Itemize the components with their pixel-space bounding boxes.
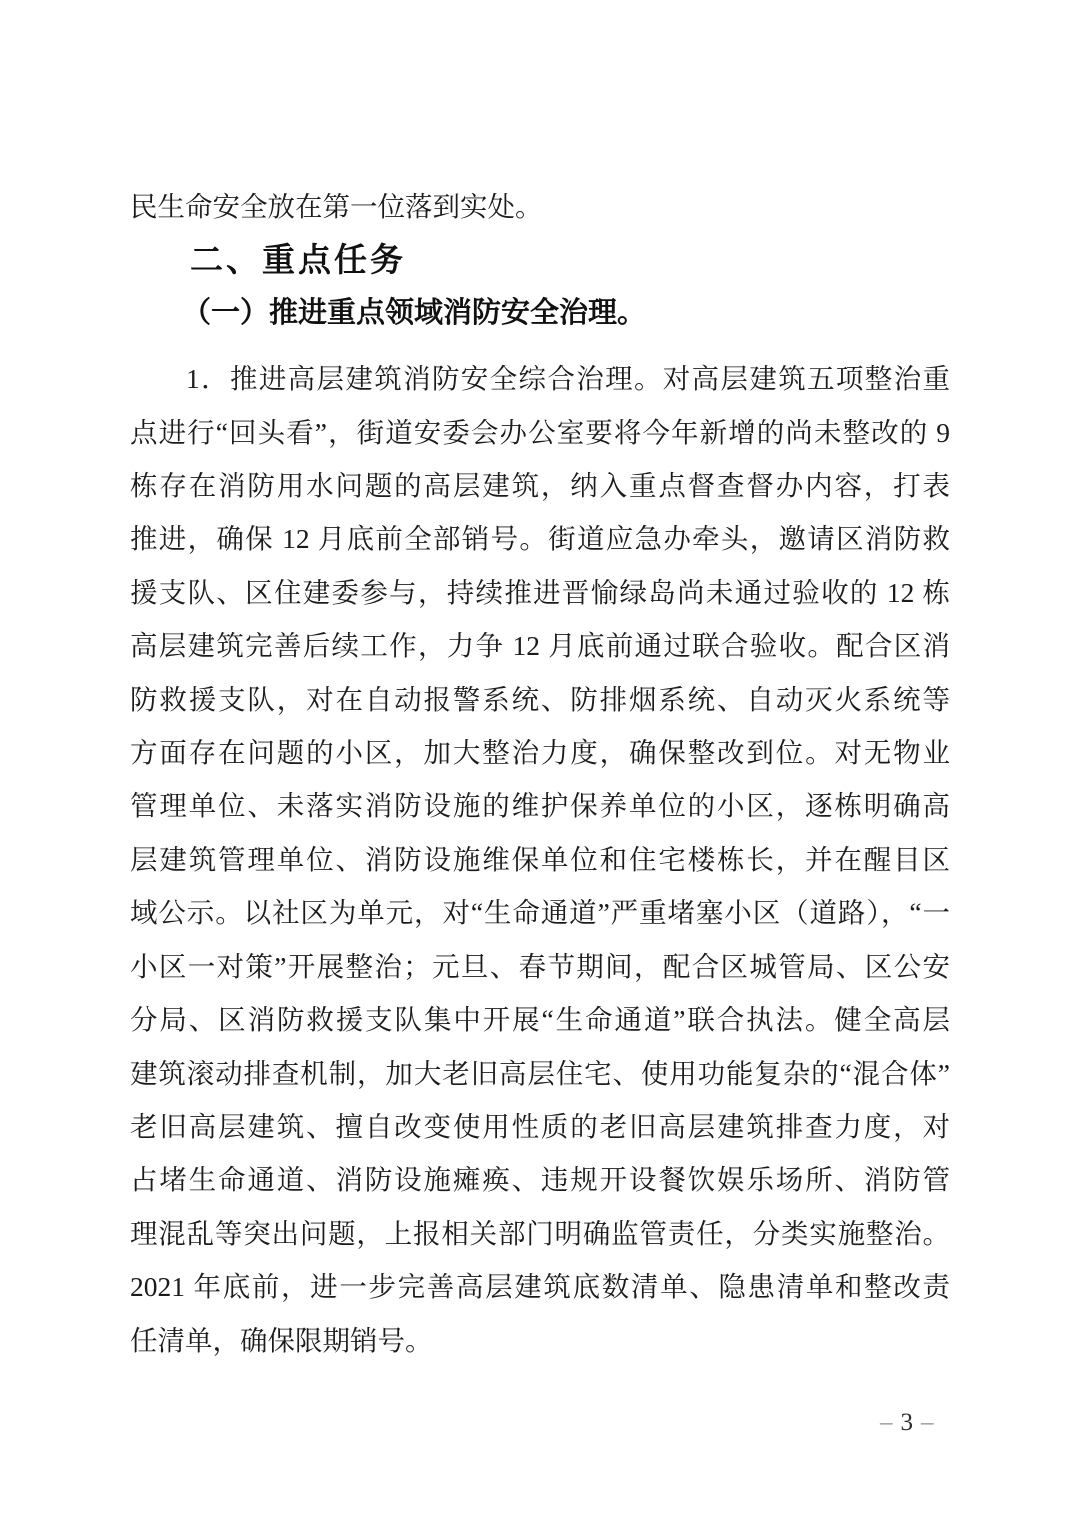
paragraph-line: 援支队、区住建委参与，持续推进晋愉绿岛尚未通过验收的 12 栋	[130, 576, 950, 608]
section-heading: 二、重点任务	[190, 241, 406, 279]
subsection-heading: （一）推进重点领域消防安全治理。	[182, 296, 647, 329]
carryover-text: 民生命安全放在第一位落到实处。	[130, 191, 543, 222]
paragraph-line: 方面存在问题的小区，加大整治力度，确保整改到位。对无物业	[130, 737, 950, 769]
paragraph-line: 2021 年底前，进一步完善高层建筑底数清单、隐患清单和整改责	[130, 1271, 950, 1303]
paragraph-line: 域公示。以社区为单元，对“生命通道”严重堵塞小区（道路），“一	[130, 897, 950, 929]
paragraph-line: 占堵生命通道、消防设施瘫痪、违规开设餐饮娱乐场所、消防管	[130, 1164, 950, 1196]
paragraph-line: 高层建筑完善后续工作，力争 12 月底前通过联合验收。配合区消	[130, 630, 950, 662]
paragraph-line: 建筑滚动排查机制，加大老旧高层住宅、使用功能复杂的“混合体”	[130, 1057, 950, 1089]
paragraph-line: 小区一对策”开展整治；元旦、春节期间，配合区城管局、区公安	[130, 950, 950, 982]
footer-dash: –	[921, 1409, 936, 1436]
page-footer	[874, 1408, 942, 1438]
footer-dash: –	[880, 1409, 895, 1436]
paragraph	[130, 352, 950, 1367]
paragraph-line: 管理单位、未落实消防设施的维护保养单位的小区，逐栋明确高	[130, 790, 950, 822]
paragraph-line: 任清单，确保限期销号。	[130, 1324, 433, 1356]
paragraph-line: 点进行“回头看”，街道安委会办公室要将今年新增的尚未整改的 9	[130, 416, 950, 448]
paragraph-line: 层建筑管理单位、消防设施维保单位和住宅楼栋长，并在醒目区	[130, 843, 950, 875]
paragraph-line: 理混乱等突出问题，上报相关部门明确监管责任，分类实施整治。	[130, 1217, 950, 1249]
page-number: 3	[900, 1409, 915, 1436]
paragraph-line: 栋存在消防用水问题的高层建筑，纳入重点督查督办内容，打表	[130, 470, 950, 502]
paragraph-line: 防救援支队，对在自动报警系统、防排烟系统、自动灭火系统等	[130, 683, 950, 715]
paragraph-line: 老旧高层建筑、擅自改变使用性质的老旧高层建筑排查力度，对	[130, 1110, 950, 1142]
paragraph-line: 推进，确保 12 月底前全部销号。街道应急办牵头，邀请区消防救	[130, 523, 950, 555]
paragraph-line: 1．推进高层建筑消防安全综合治理。对高层建筑五项整治重	[186, 363, 950, 395]
paragraph-line: 分局、区消防救援支队集中开展“生命通道”联合执法。健全高层	[130, 1004, 950, 1036]
document-body	[130, 180, 950, 1367]
